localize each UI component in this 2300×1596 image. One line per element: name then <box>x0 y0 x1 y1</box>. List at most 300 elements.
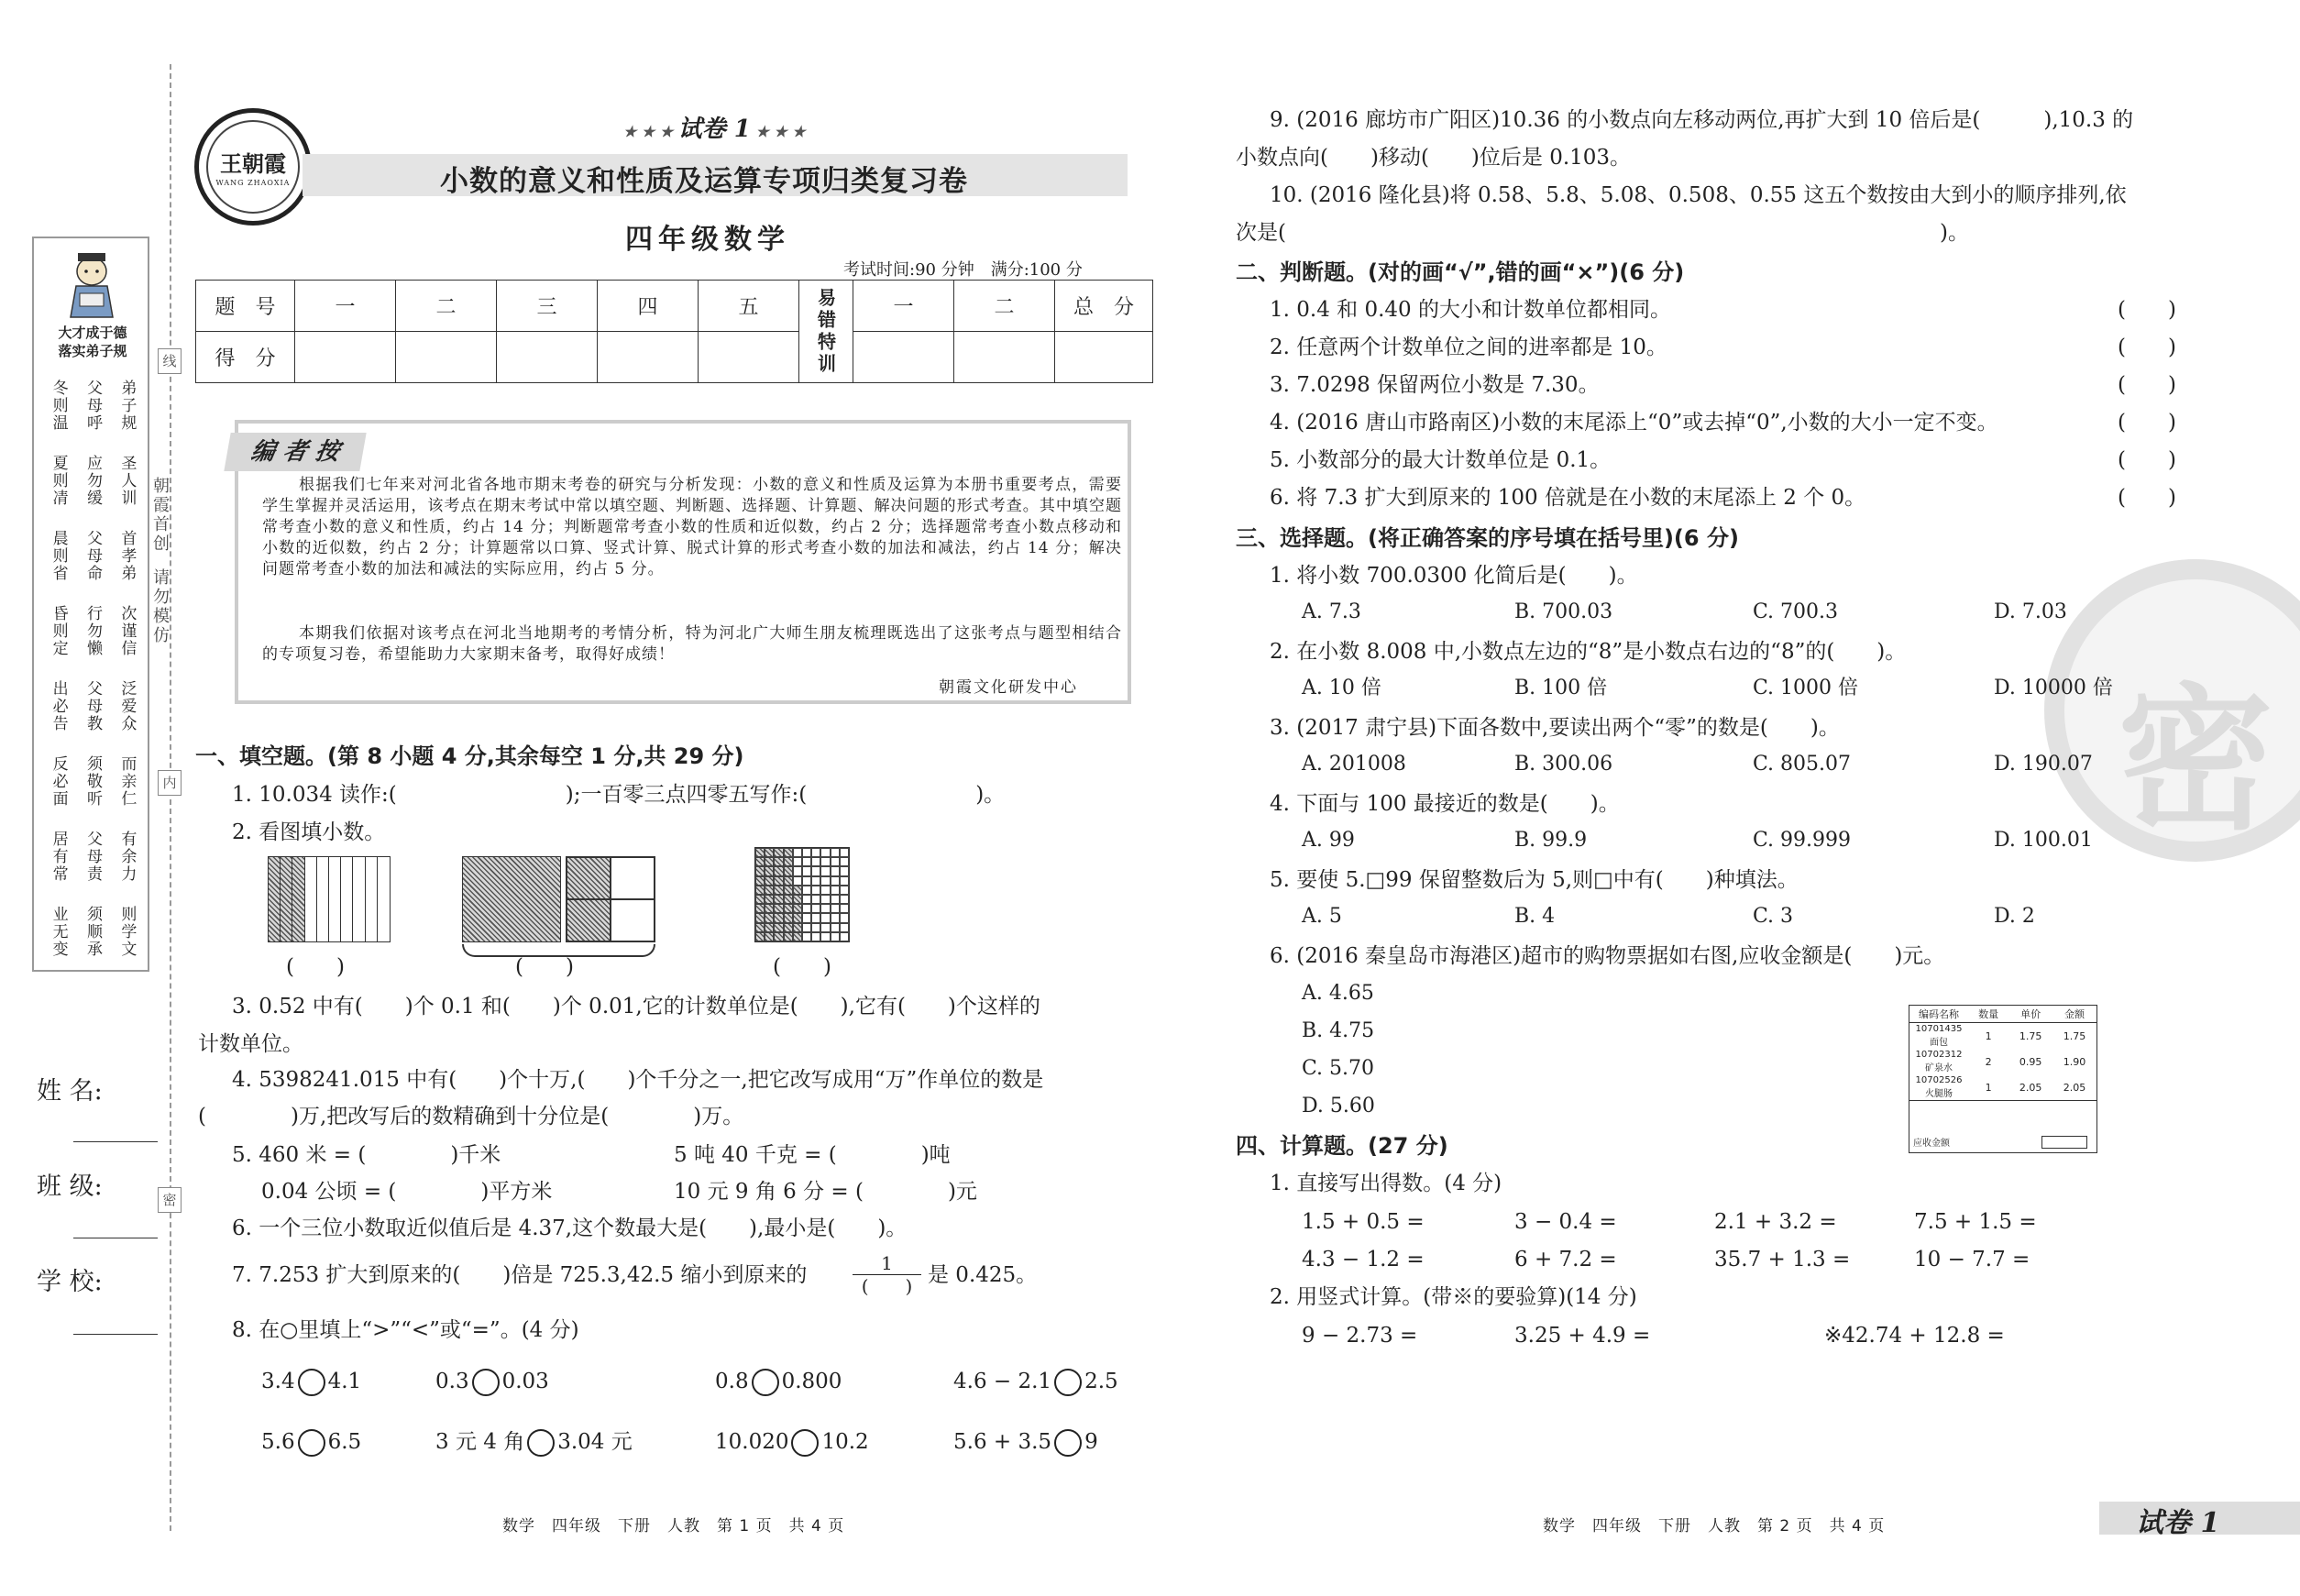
choice-option[interactable]: D. 5.60 <box>1302 1095 1375 1117</box>
score-cell[interactable] <box>497 332 598 383</box>
question-1-4a: 4. 5398241.015 中有( )个十万,( )个千分之一,把它改写成用“万”作单位的数是 <box>232 1068 1044 1092</box>
receipt <box>1909 1005 2097 1153</box>
choice-option[interactable]: C. 3 <box>1753 905 1794 928</box>
hundredth-cell <box>784 895 793 904</box>
figure-quarters <box>566 856 655 942</box>
hundredth-cell <box>811 857 820 866</box>
vertical-calc-item: ※42.74 + 12.8 = <box>1824 1324 2005 1348</box>
compare-circle[interactable] <box>527 1429 555 1457</box>
hundredth-cell <box>820 886 830 895</box>
school-field[interactable] <box>73 1334 158 1335</box>
motto-phrase: 则学文 <box>117 905 137 958</box>
hundredth-cell <box>774 923 783 932</box>
compare-circle[interactable] <box>1054 1429 1082 1457</box>
hundredth-cell <box>755 866 765 875</box>
motto-phrase: 行勿懒 <box>83 604 102 657</box>
paper-title: 小数的意义和性质及运算专项归类复习卷 <box>440 165 968 198</box>
calc-item: 10 − 7.7 = <box>1914 1248 2030 1271</box>
side-motto-panel <box>32 237 149 972</box>
question-1-5c: 0.04 公顷 = ( )平方米 <box>261 1180 553 1204</box>
choice-option[interactable]: B. 300.06 <box>1514 753 1613 776</box>
receipt-cell: 0.95 <box>2019 1055 2042 1068</box>
choice-question: 2. 在小数 8.008 中,小数点左边的“8”是小数点右边的“8”的( )。 <box>1270 640 1907 664</box>
score-head-special: 易错特训 <box>799 281 853 383</box>
motto-phrase: 出必告 <box>49 679 68 732</box>
scholar-illustration <box>54 248 129 321</box>
judge-answer[interactable]: ( ) <box>2118 486 2176 510</box>
hundredth-cell <box>831 913 840 922</box>
motto-phrase: 父母教 <box>83 679 102 732</box>
hundredth-cell <box>811 895 820 904</box>
section-1-title: 一、填空题。(第 8 小题 4 分,其余每空 1 分,共 29 分) <box>195 743 744 769</box>
receipt-head: 编码名称 <box>1919 1008 1959 1020</box>
tenth-strip <box>317 857 329 941</box>
choice-option[interactable]: D. 10000 倍 <box>1994 677 2113 699</box>
question-1-10b: 次是( )。 <box>1236 221 1969 245</box>
hundredth-cell <box>802 913 811 922</box>
choice-option[interactable]: B. 99.9 <box>1514 829 1588 852</box>
hundredth-cell <box>840 848 849 857</box>
question-1-4b: ( )万,把改写后的数精确到十分位是( )万。 <box>198 1105 744 1128</box>
hundredth-cell <box>840 895 849 904</box>
compare-circle[interactable] <box>1054 1369 1082 1396</box>
vertical-note-1: 朝霞首创 <box>150 477 170 554</box>
choice-option[interactable]: A. 201008 <box>1302 753 1406 776</box>
hundredth-cell <box>840 932 849 941</box>
hundredth-cell <box>831 904 840 913</box>
question-1-1: 1. 10.034 读作:( );一百零三点四零五写作:( )。 <box>232 783 1006 807</box>
choice-option[interactable]: C. 805.07 <box>1753 753 1852 776</box>
compare-circle[interactable] <box>298 1429 325 1457</box>
choice-option[interactable]: A. 10 倍 <box>1302 677 1381 699</box>
hundredth-cell <box>793 923 802 932</box>
judge-item: 1. 0.4 和 0.40 的大小和计数单位都相同。 <box>1270 298 1671 322</box>
hundredth-cell <box>820 904 830 913</box>
choice-option[interactable]: C. 99.999 <box>1753 829 1852 852</box>
figure-2-blank[interactable]: ( ) <box>515 955 574 979</box>
choice-question: 1. 将小数 700.0300 化简后是( )。 <box>1270 564 1638 588</box>
hundredth-cell <box>765 886 774 895</box>
question-1-6: 6. 一个三位小数取近似值后是 4.37,这个数最大是( ),最小是( )。 <box>232 1216 908 1240</box>
hundredth-cell <box>765 857 774 866</box>
hundredth-cell <box>820 848 830 857</box>
score-cell[interactable] <box>396 332 497 383</box>
hundredth-cell <box>765 866 774 875</box>
hundredth-cell <box>831 876 840 886</box>
calc-item: 2.1 + 3.2 = <box>1714 1210 1837 1234</box>
hundredth-cell <box>831 848 840 857</box>
score-head: 二 <box>396 281 497 332</box>
calc-item: 3 − 0.4 = <box>1514 1210 1617 1234</box>
hundredth-cell <box>774 932 783 941</box>
choice-option[interactable]: C. 700.3 <box>1753 600 1839 623</box>
score-head: 五 <box>699 281 799 332</box>
tenth-strip <box>341 857 353 941</box>
hundredth-cell <box>840 913 849 922</box>
hundredth-cell <box>784 904 793 913</box>
hundredth-cell <box>831 857 840 866</box>
cut-mark-2: 内 <box>158 770 182 796</box>
receipt-cell: 2 <box>1985 1055 1992 1068</box>
hundredth-cell <box>765 913 774 922</box>
motto-phrase: 父母呼 <box>83 379 102 432</box>
score-cell[interactable] <box>295 332 396 383</box>
question-1-5d: 10 元 9 角 6 分 = ( )元 <box>674 1180 977 1204</box>
figure-3-blank[interactable]: ( ) <box>773 955 831 979</box>
footer-left: 数学 四年级 下册 人教 第 1 页 共 4 页 <box>502 1517 845 1535</box>
question-1-7b: 是 0.425。 <box>928 1263 1038 1287</box>
choice-option[interactable]: C. 1000 倍 <box>1753 677 1859 699</box>
hundredth-cell <box>774 913 783 922</box>
hundredth-cell <box>784 876 793 886</box>
choice-option[interactable]: A. 5 <box>1302 905 1342 928</box>
motto-phrase: 昏则定 <box>49 604 68 657</box>
judge-item: 2. 任意两个计数单位之间的进率都是 10。 <box>1270 336 1667 359</box>
compare-item: 4.6 − 2.1 2.5 <box>953 1368 1118 1396</box>
question-1-7a: 7. 7.253 扩大到原来的( )倍是 725.3,42.5 缩小到原来的 <box>232 1263 808 1287</box>
hundredth-cell <box>774 904 783 913</box>
score-row-label: 得 分 <box>196 332 295 383</box>
hundredth-cell <box>774 857 783 866</box>
hundredth-cell <box>793 857 802 866</box>
editor-note-para1: 根据我们七年来对河北省各地市期末考卷的研究与分析发现：小数的意义和性质及运算为本册书重要考点，需要学生掌握并灵活运用，该考点在期末考试中常以填空题、判断题、选择题、计算题、解决问题的形式考查。其中填空题常考查小数的意义和性质，约占 14 分；判断题常考查小数的性质和近似数，约占 2 分；选择题常考查小数点移动和小数的近似数，约占 2 分；计算题常以口算、竖式计算、脱式计算的形式考查小数的加法和减法，约占 14 分；解决问题常考查小数的加法和减法的实际应用，约占 5 分。 <box>262 476 1122 578</box>
hundredth-cell <box>802 932 811 941</box>
question-1-9b: 小数点向( )移动( )位后是 0.103。 <box>1236 146 1632 170</box>
motto-phrase: 夏则凊 <box>49 454 68 507</box>
hundredth-cell <box>784 886 793 895</box>
choice-option[interactable]: A. 7.3 <box>1302 600 1361 623</box>
hundredth-cell <box>820 876 830 886</box>
hundredth-cell <box>820 913 830 922</box>
calc-item: 4.3 − 1.2 = <box>1302 1248 1425 1271</box>
hundredth-cell <box>765 932 774 941</box>
vertical-calc-item: 9 − 2.73 = <box>1302 1324 1418 1348</box>
motto-phrase: 泛爱众 <box>117 679 137 732</box>
hundredth-cell <box>784 866 793 875</box>
motto-2: 落实弟子规 <box>58 343 127 359</box>
choice-question: 4. 下面与 100 最接近的数是( )。 <box>1270 792 1620 816</box>
tenth-strip <box>305 857 317 941</box>
hundredth-cell <box>784 848 793 857</box>
receipt-head: 单价 <box>2020 1008 2041 1020</box>
hundredth-cell <box>755 876 765 886</box>
editor-note-sign: 朝霞文化研发中心 <box>939 678 1078 697</box>
judge-item: 5. 小数部分的最大计数单位是 0.1。 <box>1270 448 1612 472</box>
compare-item: 10.020 10.2 <box>715 1428 869 1457</box>
score-cell[interactable] <box>699 332 799 383</box>
motto-phrase: 弟子规 <box>117 379 137 432</box>
hundredth-cell <box>774 866 783 875</box>
choice-option[interactable]: B. 4.75 <box>1302 1019 1375 1042</box>
choice-option[interactable]: D. 7.03 <box>1994 600 2067 623</box>
motto-1: 大才成于德 <box>58 325 127 341</box>
hundredth-cell <box>831 932 840 941</box>
hundredth-cell <box>802 848 811 857</box>
receipt-cell: 2.05 <box>2019 1081 2042 1094</box>
choice-option[interactable]: D. 190.07 <box>1994 753 2093 776</box>
hundredth-cell <box>840 923 849 932</box>
receipt-cell: 2.05 <box>2063 1081 2086 1094</box>
editor-note-para2: 本期我们依据对该考点在河北当地期考的考情分析，特为河北广大师生朋友梳理既选出了这张考点与题型相结合的专项复习卷，希望能助力大家期末备考，取得好成绩！ <box>262 624 1122 664</box>
hundredth-cell <box>820 895 830 904</box>
hundredth-cell <box>831 866 840 875</box>
vertical-calc-item: 3.25 + 4.9 = <box>1514 1324 1651 1348</box>
motto-phrase: 父母命 <box>83 529 102 582</box>
hundredth-cell <box>784 913 793 922</box>
section-2-title: 二、判断题。(对的画“√”,错的画“×”)(6 分) <box>1236 259 1685 285</box>
motto-phrase: 晨则省 <box>49 529 68 582</box>
hundredth-cell <box>793 904 802 913</box>
figure-tenths <box>268 856 391 942</box>
secret-stamp: 密 <box>2044 559 2300 862</box>
choice-question: 5. 要使 5.□99 保留整数后为 5,则□中有( )种填法。 <box>1270 868 1799 892</box>
hundredth-cell <box>784 857 793 866</box>
choice-question: 3. (2017 肃宁县)下面各数中,要读出两个“零”的数是( )。 <box>1270 716 1840 740</box>
receipt-total-label: 应收金额 <box>1913 1139 1950 1149</box>
hundredth-cell <box>802 923 811 932</box>
hundredth-cell <box>784 932 793 941</box>
score-head: 二 <box>954 281 1055 332</box>
compare-item: 0.8 0.800 <box>715 1368 842 1396</box>
tenth-strip <box>366 857 378 941</box>
hundredth-cell <box>765 895 774 904</box>
calc-instruction-2: 2. 用竖式计算。(带※的要验算)(14 分) <box>1270 1285 1637 1309</box>
compare-circle[interactable] <box>298 1369 325 1396</box>
hundredth-cell <box>820 923 830 932</box>
receipt-head: 金额 <box>2064 1008 2085 1020</box>
hundredth-cell <box>820 932 830 941</box>
question-1-5a: 5. 460 米 = ( )千米 <box>232 1143 501 1167</box>
school-label: 学 校: <box>37 1268 103 1296</box>
hundredth-cell <box>811 866 820 875</box>
choice-option[interactable]: B. 100 倍 <box>1514 677 1608 699</box>
hundredth-cell <box>793 895 802 904</box>
score-head: 总 分 <box>1055 281 1153 332</box>
footer-tag: 试卷 1 <box>2136 1507 2220 1539</box>
motto-phrase: 反必面 <box>49 754 68 808</box>
receipt-head: 数量 <box>1978 1008 1999 1020</box>
tenth-strip <box>281 857 292 941</box>
hundredth-cell <box>774 895 783 904</box>
motto-phrase: 业无变 <box>49 905 68 958</box>
receipt-cell: 10701435 面包 <box>1915 1024 1963 1048</box>
choice-option[interactable]: D. 100.01 <box>1994 829 2093 852</box>
motto-phrase: 居有常 <box>49 830 68 883</box>
motto-phrase: 有余力 <box>117 830 137 883</box>
hundredth-cell <box>831 886 840 895</box>
motto-phrase: 圣人训 <box>117 454 137 507</box>
hundredth-cell <box>774 886 783 895</box>
choice-option[interactable]: C. 5.70 <box>1302 1057 1375 1080</box>
score-head: 一 <box>295 281 396 332</box>
hundredth-cell <box>840 886 849 895</box>
compare-item: 5.6 + 3.5 9 <box>953 1428 1098 1457</box>
section-4-title: 四、计算题。(27 分) <box>1236 1133 1448 1159</box>
exam-info: 考试时间:90 分钟 满分:100 分 <box>843 260 1083 280</box>
brand-logo-text: 王朝霞 <box>220 150 286 177</box>
judge-item: 6. 将 7.3 扩大到原来的 100 倍就是在小数的末尾添上 2 个 0。 <box>1270 486 1866 510</box>
hundredth-cell <box>811 886 820 895</box>
hundredth-cell <box>755 923 765 932</box>
score-head: 四 <box>598 281 699 332</box>
score-cell[interactable] <box>598 332 699 383</box>
judge-answer[interactable]: ( ) <box>2118 373 2176 397</box>
compare-circle[interactable] <box>752 1369 779 1396</box>
hundredth-cell <box>793 932 802 941</box>
hundredth-cell <box>802 866 811 875</box>
hundredth-cell <box>820 866 830 875</box>
judge-answer[interactable]: ( ) <box>2118 336 2176 359</box>
hundredth-cell <box>802 876 811 886</box>
score-cell[interactable] <box>1055 332 1153 383</box>
hundredth-cell <box>765 923 774 932</box>
hundredth-cell <box>765 876 774 886</box>
hundredth-cell <box>811 913 820 922</box>
compare-circle[interactable] <box>791 1429 819 1457</box>
judge-item: 3. 7.0298 保留两位小数是 7.30。 <box>1270 373 1600 397</box>
motto-phrase: 冬则温 <box>49 379 68 432</box>
receipt-cell: 1.90 <box>2063 1055 2086 1068</box>
motto-phrase: 次谨信 <box>117 604 137 657</box>
receipt-cell: 10702526 火腿肠 <box>1915 1075 1963 1099</box>
choice-option[interactable]: B. 4 <box>1514 905 1556 928</box>
hundredth-cell <box>755 886 765 895</box>
subject-title: 四年级数学 <box>625 224 790 256</box>
receipt-cell: 1 <box>1985 1081 1992 1094</box>
figure-1-blank[interactable]: ( ) <box>286 955 345 979</box>
receipt-cell: 1.75 <box>2019 1029 2042 1042</box>
question-1-3b: 计数单位。 <box>198 1032 303 1056</box>
figure-hundredths <box>754 847 850 942</box>
hundredth-cell <box>793 913 802 922</box>
judge-answer[interactable]: ( ) <box>2118 411 2176 435</box>
hundredth-cell <box>840 857 849 866</box>
compare-item: 0.3 0.03 <box>435 1368 549 1396</box>
question-1-9a: 9. (2016 廊坊市广阳区)10.36 的小数点向左移动两位,再扩大到 10 倍后是( ),10.3 的 <box>1270 108 2134 132</box>
hundredth-cell <box>774 876 783 886</box>
name-field[interactable] <box>73 1141 158 1142</box>
hundredth-cell <box>755 857 765 866</box>
hundredth-cell <box>755 848 765 857</box>
score-head: 一 <box>853 281 954 332</box>
choice-option[interactable]: D. 2 <box>1994 905 2035 928</box>
choice-question: 6. (2016 秦皇岛市海港区)超市的购物票据如右图,应收金额是( )元。 <box>1270 944 1945 968</box>
question-1-2: 2. 看图填小数。 <box>232 820 386 844</box>
hundredth-cell <box>811 848 820 857</box>
calc-instruction-1: 1. 直接写出得数。(4 分) <box>1270 1172 1502 1195</box>
hundredth-cell <box>802 895 811 904</box>
class-label: 班 级: <box>37 1172 103 1201</box>
motto-phrase: 而亲仁 <box>117 754 137 808</box>
hundredth-cell <box>765 904 774 913</box>
hundredth-cell <box>840 876 849 886</box>
question-1-5b: 5 吨 40 千克 = ( )吨 <box>674 1143 951 1167</box>
hundredth-cell <box>811 876 820 886</box>
score-cell[interactable] <box>853 332 954 383</box>
receipt-cell: 10702312 矿泉水 <box>1915 1050 1963 1073</box>
cut-mark-1: 线 <box>158 348 182 374</box>
motto-phrase: 须顺承 <box>83 905 102 958</box>
vertical-note-2: 请勿模仿 <box>150 568 170 645</box>
paper-number: ★ ★ ★ 试卷 1 ★ ★ ★ <box>623 116 806 143</box>
hundredth-cell <box>784 923 793 932</box>
choice-option[interactable]: A. 4.65 <box>1302 982 1374 1005</box>
receipt-cell: 1 <box>1985 1029 1992 1042</box>
choice-option[interactable]: B. 700.03 <box>1514 600 1613 623</box>
tenth-strip <box>292 857 304 941</box>
hundredth-cell <box>820 857 830 866</box>
score-head: 题 号 <box>196 281 295 332</box>
hundredth-cell <box>802 904 811 913</box>
receipt-cell: 1.75 <box>2063 1029 2086 1042</box>
fraction: 1 ( ) <box>853 1252 921 1297</box>
cut-mark-3: 密 <box>158 1187 182 1213</box>
question-1-3a: 3. 0.52 中有( )个 0.1 和( )个 0.01,它的计数单位是( ),它有( )个这样的 <box>232 995 1040 1018</box>
hundredth-cell <box>831 895 840 904</box>
score-table <box>195 280 1153 383</box>
compare-circle[interactable] <box>472 1369 500 1396</box>
judge-answer[interactable]: ( ) <box>2118 298 2176 322</box>
calc-item: 1.5 + 0.5 = <box>1302 1210 1425 1234</box>
compare-item: 5.6 6.5 <box>261 1428 361 1457</box>
name-label: 姓 名: <box>37 1077 103 1106</box>
hundredth-cell <box>755 904 765 913</box>
tenth-strip <box>353 857 365 941</box>
hundredth-cell <box>802 857 811 866</box>
receipt-total-box[interactable] <box>2041 1136 2087 1149</box>
section-3-title: 三、选择题。(将正确答案的序号填在括号里)(6 分) <box>1236 525 1739 551</box>
hundredth-cell <box>802 886 811 895</box>
calc-item: 35.7 + 1.3 = <box>1714 1248 1851 1271</box>
tenth-strip <box>269 857 281 941</box>
hundredth-cell <box>755 932 765 941</box>
brand-logo-subtext: WANG ZHAOXIA <box>215 179 291 187</box>
motto-phrase: 父母责 <box>83 830 102 883</box>
hundredth-cell <box>793 866 802 875</box>
calc-item: 7.5 + 1.5 = <box>1914 1210 2037 1234</box>
score-cell[interactable] <box>954 332 1055 383</box>
hundredth-cell <box>840 904 849 913</box>
judge-answer[interactable]: ( ) <box>2118 448 2176 472</box>
hundredth-cell <box>765 848 774 857</box>
motto-phrase: 首孝弟 <box>117 529 137 582</box>
motto-phrase: 须敬听 <box>83 754 102 808</box>
motto-phrase: 应勿缓 <box>83 454 102 507</box>
hundredth-cell <box>811 923 820 932</box>
question-1-8: 8. 在○里填上“>”“<”或“=”。(4 分) <box>232 1318 579 1342</box>
tenth-strip <box>329 857 341 941</box>
compare-item: 3.4 4.1 <box>261 1368 361 1396</box>
compare-item: 3 元 4 角 3.04 元 <box>435 1428 633 1457</box>
hundredth-cell <box>793 848 802 857</box>
choice-option[interactable]: A. 99 <box>1302 829 1355 852</box>
hundredth-cell <box>811 904 820 913</box>
brand-logo <box>194 108 312 226</box>
hundredth-cell <box>811 932 820 941</box>
hundredth-cell <box>774 848 783 857</box>
hundredth-cell <box>793 886 802 895</box>
figure-whole-square <box>462 856 561 942</box>
question-1-10a: 10. (2016 隆化县)将 0.58、5.8、5.08、0.508、0.55 这五个数按由大到小的顺序排列,依 <box>1270 183 2127 207</box>
calc-item: 6 + 7.2 = <box>1514 1248 1617 1271</box>
motto-columns <box>43 369 142 964</box>
hundredth-cell <box>755 913 765 922</box>
hundredth-cell <box>831 923 840 932</box>
score-head: 三 <box>497 281 598 332</box>
hundredth-cell <box>755 895 765 904</box>
tenth-strip <box>378 857 390 941</box>
editor-note-title: 编 者 按 <box>224 433 366 471</box>
